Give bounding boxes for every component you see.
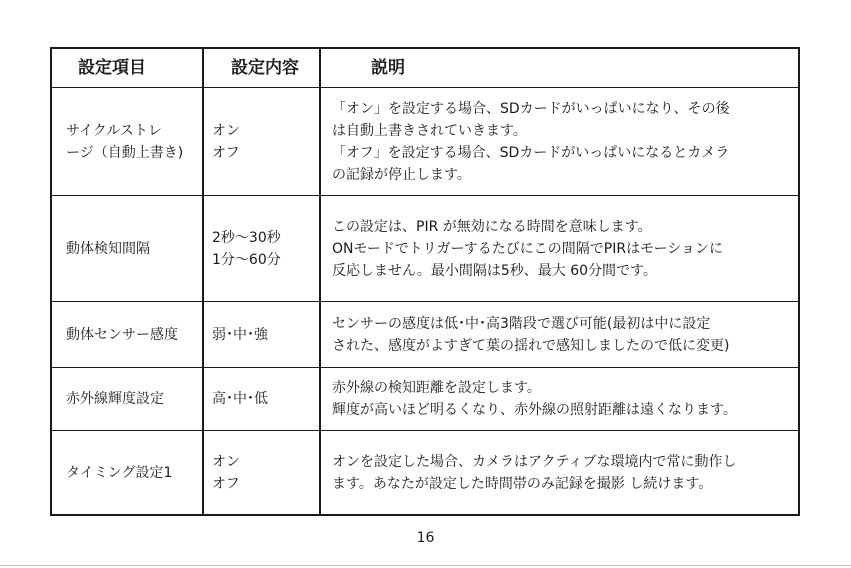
header-setting-content: 設定内容 — [202, 49, 319, 87]
table-row — [52, 196, 798, 302]
header-description: 説明 — [319, 49, 798, 87]
setting-item-cell: 動体センサー感度 — [66, 326, 178, 343]
description-cell: この設定は、PIR が無効になる時間を意味します。 ONモードでトリガーするたびにこの間隔でPIRはモーションに 反応しません。最小間隔は5秒、最大 60分間です。 — [319, 196, 798, 301]
table-row — [52, 431, 798, 514]
description-cell: 「オン」を設定する場合、SDカードがいっぱいになり、その後 は自動上書きされていきます。 「オフ」を設定する場合、SDカードがいっぱいになるとカメラ の記録が停止します。 — [319, 88, 798, 195]
setting-item-cell: 赤外線輝度設定 — [66, 391, 164, 407]
header-setting-item: 設定項目 — [78, 58, 146, 78]
setting-content-cell: 弱･中･強 — [202, 302, 319, 367]
setting-item-cell: タイミング設定1 — [66, 464, 173, 481]
settings-table — [50, 47, 800, 516]
table-row — [52, 88, 798, 196]
table-row — [52, 302, 798, 368]
table-row — [52, 368, 798, 431]
setting-content-cell: 高･中･低 — [202, 368, 319, 430]
setting-item-cell: 動体検知間隔 — [66, 240, 150, 257]
table-header-row — [52, 49, 798, 88]
bottom-divider — [0, 565, 851, 566]
setting-content-cell: オン オフ — [202, 88, 319, 195]
description-cell: センサーの感度は低･中･高3階段で選び可能(最初は中に設定 された、感度がよすぎて葉の揺れで感知しましたので低に変更) — [319, 302, 798, 367]
description-cell: 赤外線の検知距離を設定します。 輝度が高いほど明るくなり、赤外線の照射距離は遠くなります。 — [319, 368, 798, 430]
setting-content-cell: オン オフ — [202, 431, 319, 514]
page-number: 16 — [416, 530, 435, 546]
description-cell: オンを設定した場合、カメラはアクティブな環境内で常に動作し ます。あなたが設定した時間帯のみ記録を撮影 し続けます。 — [319, 431, 798, 514]
setting-content-cell: 2秒～30秒 1分～60分 — [202, 196, 319, 301]
setting-item-cell: サイクルストレ ージ（自動上書き) — [66, 122, 184, 161]
